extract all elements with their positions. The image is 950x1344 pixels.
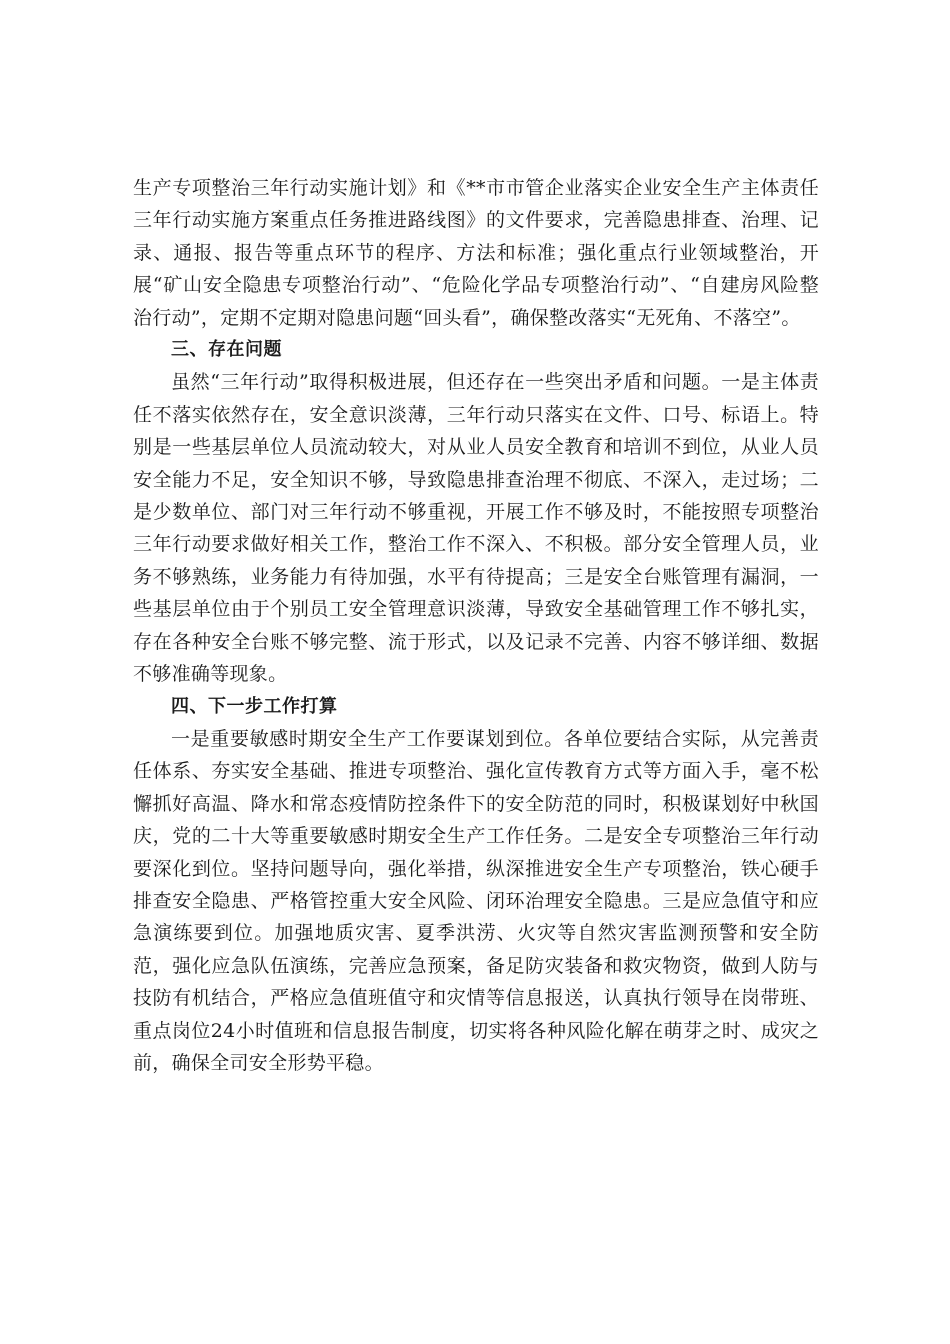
document-page [133,172,819,1079]
section-heading-next-steps: 四、下一步工作打算 [171,695,338,717]
continued-paragraph: 生产专项整治三年行动实施计划》和《**市市管企业落实企业安全生产主体责任三年行动实施方案重点任务推进路线图》的文件要求，完善隐患排查、治理、记录、通报、报告等重点环节的程序、方法和标准；强化重点行业领域整治，开展“矿山安全隐患专项整治行动”、“危险化学品专项整治行动”、“自建房风险整治行动”，定期不定期对隐患问题“回头看”，确保整改落实“无死角、不落空”。 [133,177,819,329]
existing-problems-paragraph: 虽然“三年行动”取得积极进展，但还存在一些突出矛盾和问题。一是主体责任不落实依然存在，安全意识淡薄，三年行动只落实在文件、口号、标语上。特别是一些基层单位人员流动较大，对从业人员安全教育和培训不到位，从业人员安全能力不足，安全知识不够，导致隐患排查治理不彻底、不深入，走过场；二是少数单位、部门对三年行动不够重视，开展工作不够及时，不能按照专项整治三年行动要求做好相关工作，整治工作不深入、不积极。部分安全管理人员，业务不够熟练，业务能力有待加强，水平有待提高；三是安全台账管理有漏洞，一些基层单位由于个别员工安全管理意识淡薄，导致安全基础管理工作不够扎实，存在各种安全台账不够完整、流于形式，以及记录不完善、内容不够详细、数据不够准确等现象。 [133,371,819,686]
section-heading-existing-problems: 三、存在问题 [171,339,282,361]
next-steps-paragraph: 一是重要敏感时期安全生产工作要谋划到位。各单位要结合实际，从完善责任体系、夯实安全基础、推进专项整治、强化宣传教育方式等方面入手，毫不松懈抓好高温、降水和常态疫情防控条件下的安全防范的同时，积极谋划好中秋国庆，党的二十大等重要敏感时期安全生产工作任务。二是安全专项整治三年行动要深化到位。坚持问题导向，强化举措，纵深推进安全生产专项整治，铁心硬手排查安全隐患、严格管控重大安全风险、闭环治理安全隐患。三是应急值守和应急演练要到位。加强地质灾害、夏季洪涝、火灾等自然灾害监测预警和安全防范，强化应急队伍演练，完善应急预案，备足防灾装备和救灾物资，做到人防与技防有机结合，严格应急值班值守和灾情等信息报送，认真执行领导在岗带班、重点岗位24小时值班和信息报告制度，切实将各种风险化解在萌芽之时、成灾之前，确保全司安全形势平稳。 [133,727,819,1074]
